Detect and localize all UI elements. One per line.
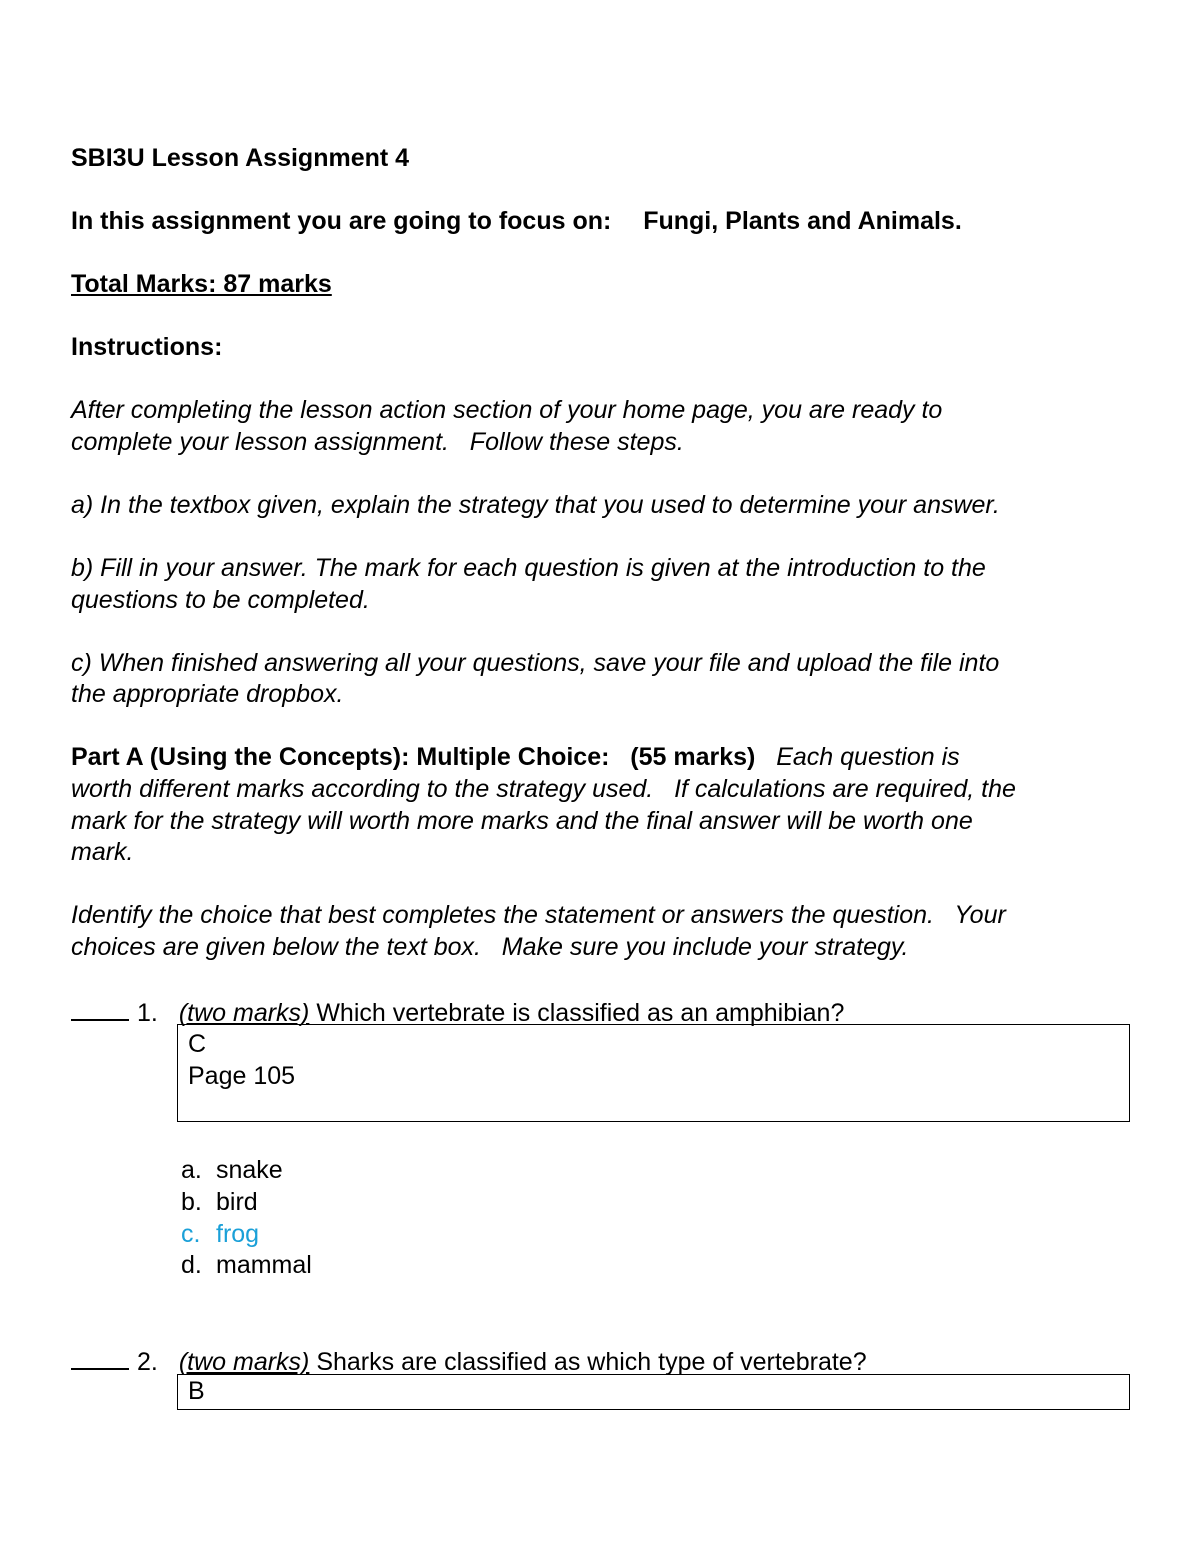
- question-marks: (two marks): [178, 999, 310, 1027]
- step-c-line-2: the appropriate dropbox.: [71, 680, 344, 708]
- identify-line-1: Identify the choice that best completes the statement or answers the question. Your: [71, 901, 1006, 929]
- answer-text-line-1: C: [188, 1030, 207, 1058]
- focus-topics: Fungi, Plants and Animals.: [643, 207, 962, 235]
- choice-c[interactable]: c. frog: [181, 1220, 260, 1248]
- question-number: 2.: [137, 1348, 158, 1376]
- step-a: a) In the textbox given, explain the strategy that you used to determine your answer.: [71, 491, 1000, 519]
- part-a-desc-line-2: worth different marks according to the strategy used. If calculations are required, the: [71, 775, 1016, 803]
- choice-d[interactable]: d. mammal: [181, 1251, 312, 1279]
- step-b-line-1: b) Fill in your answer. The mark for each question is given at the introduction to the: [71, 554, 986, 582]
- question-marks: (two marks): [178, 1348, 310, 1376]
- part-a-heading-line: [71, 741, 1131, 773]
- identify-line-2: choices are given below the text box. Make sure you include your strategy.: [71, 933, 909, 961]
- answer-text-line-2: Page 105: [188, 1062, 296, 1090]
- intro-text-line-2: complete your lesson assignment. Follow these steps.: [71, 428, 684, 456]
- strategy-textbox[interactable]: [177, 1024, 1130, 1122]
- question-number: 1.: [137, 999, 158, 1027]
- focus-prefix: In this assignment you are going to focus on:: [71, 207, 612, 235]
- document-title: SBI3U Lesson Assignment 4: [71, 144, 410, 172]
- part-a-desc-line-3: mark for the strategy will worth more marks and the final answer will be worth one: [71, 807, 973, 835]
- step-b-line-2: questions to be completed.: [71, 586, 370, 614]
- question-text: Which vertebrate is classified as an amphibian?: [316, 999, 845, 1027]
- part-a-desc-line-1: Each question is: [776, 743, 960, 771]
- part-a-heading: Part A (Using the Concepts): Multiple Choice: (55 marks): [71, 743, 756, 771]
- question-text: Sharks are classified as which type of vertebrate?: [316, 1348, 867, 1376]
- intro-text-line-1: After completing the lesson action section of your home page, you are ready to: [71, 396, 943, 424]
- answer-blank[interactable]: [71, 995, 129, 1021]
- answer-text-line-1: B: [188, 1377, 205, 1405]
- choice-a[interactable]: a. snake: [181, 1156, 283, 1184]
- focus-line: [71, 205, 1131, 237]
- question-2: [71, 1344, 867, 1378]
- strategy-textbox[interactable]: [177, 1374, 1130, 1410]
- instructions-heading: Instructions:: [71, 333, 223, 361]
- step-c-line-1: c) When finished answering all your questions, save your file and upload the file into: [71, 649, 1000, 677]
- part-a-desc-line-4: mark.: [71, 838, 134, 866]
- answer-blank[interactable]: [71, 1344, 129, 1370]
- total-marks: Total Marks: 87 marks: [71, 270, 332, 298]
- choice-b[interactable]: b. bird: [181, 1188, 258, 1216]
